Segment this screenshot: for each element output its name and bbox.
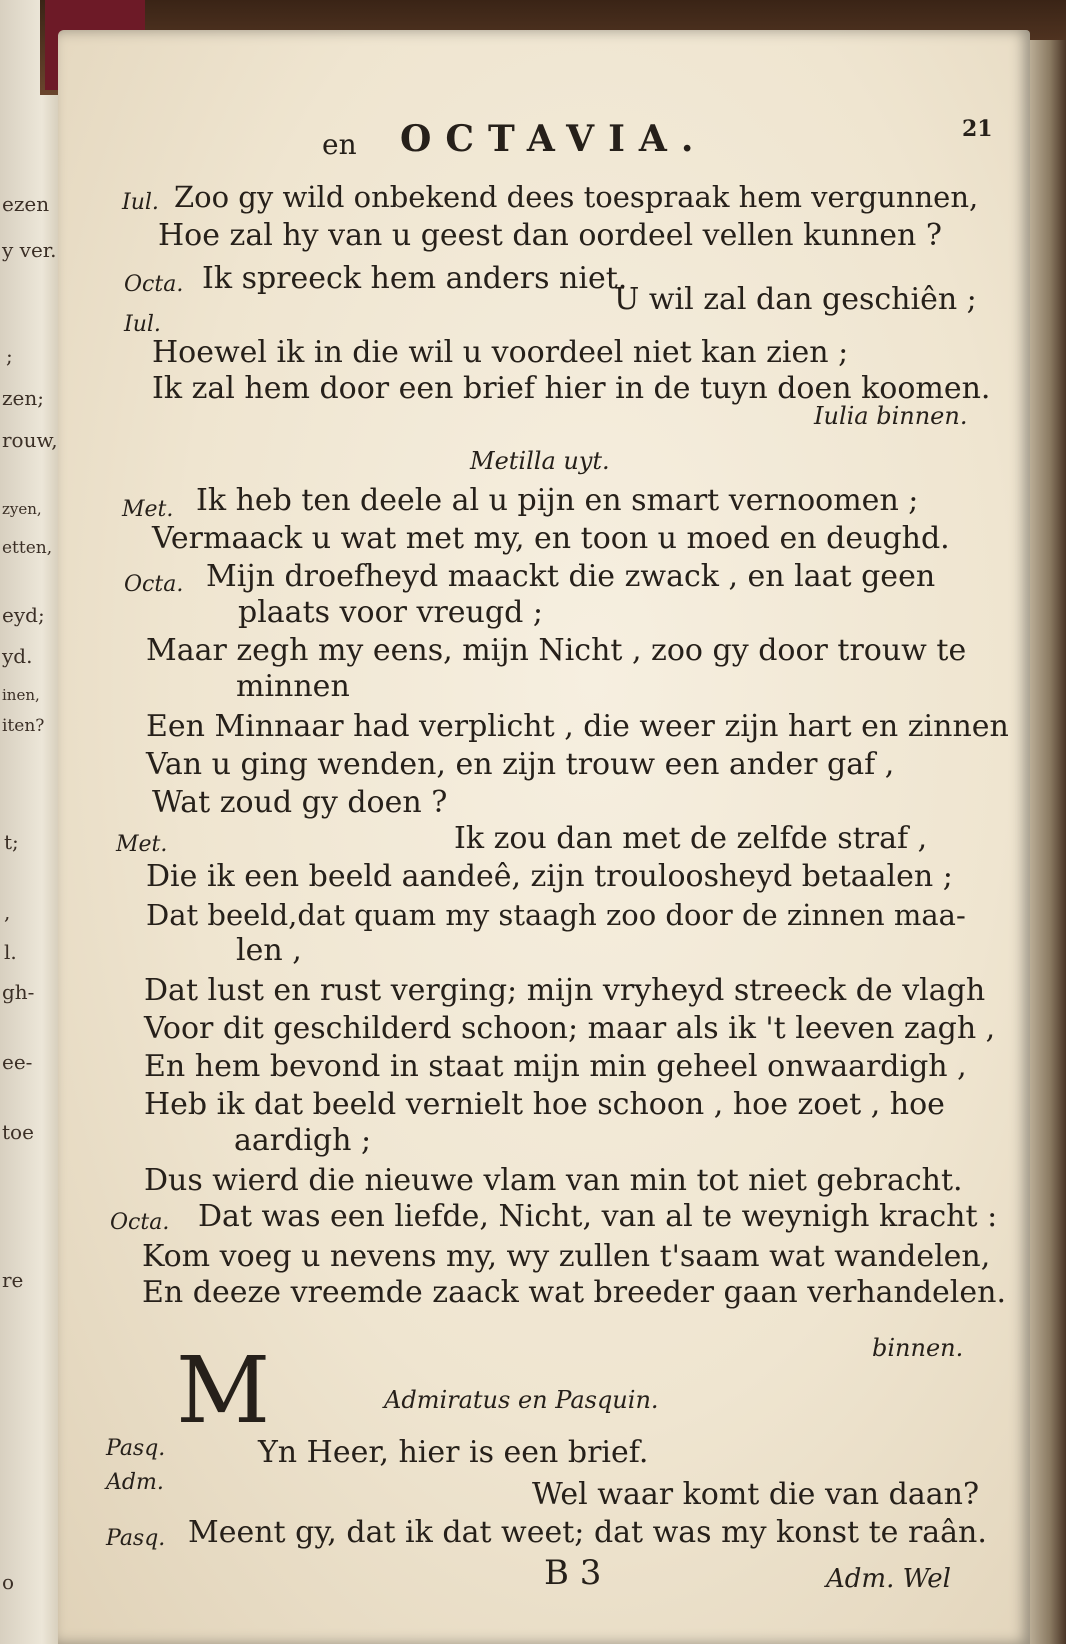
- verse-line: Van u ging wenden, en zijn trouw een ander gaf ,: [146, 747, 895, 782]
- page-stack-edge: [1026, 40, 1066, 1644]
- speaker-label: Iul.: [124, 312, 161, 337]
- stage-direction: Metilla uyt.: [470, 447, 610, 475]
- speaker-label: Octa.: [124, 272, 184, 297]
- verse-line: Hoe zal hy van u geest dan oordeel vellen kunnen ?: [158, 218, 942, 253]
- stage-direction: Admiratus en Pasquin.: [384, 1386, 659, 1414]
- speaker-label: Pasq.: [106, 1526, 166, 1551]
- bleed-text: gh-: [2, 980, 35, 1004]
- verse-line: En hem bevond in staat mijn min geheel onwaardigh ,: [144, 1049, 967, 1084]
- verse-line: Voor dit geschilderd schoon; maar als ik 't leeven zagh ,: [144, 1011, 996, 1046]
- verse-line: U wil zal dan geschiên ;: [614, 282, 977, 317]
- speaker-label: Adm.: [106, 1470, 164, 1495]
- stage-direction: binnen.: [872, 1334, 964, 1362]
- verse-line: Yn Heer, hier is een brief.: [258, 1435, 649, 1470]
- bleed-text: ezen: [2, 192, 50, 216]
- verse-line: plaats voor vreugd ;: [238, 595, 543, 630]
- speaker-label: Octa.: [124, 572, 184, 597]
- bleed-text: y ver.: [2, 238, 57, 262]
- verse-line: Heb ik dat beeld vernielt hoe schoon , hoe zoet , hoe: [144, 1087, 945, 1122]
- bleed-text: t;: [4, 830, 19, 854]
- verse-line: Dat beeld,dat quam my staagh zoo door de zinnen maa-: [146, 898, 966, 932]
- verse-line: Wel waar komt die van daan?: [532, 1477, 980, 1512]
- verse-line: Ik spreeck hem anders niet.: [202, 261, 628, 296]
- catchword: Adm. Wel: [826, 1564, 951, 1594]
- running-head-prefix: en: [322, 128, 357, 161]
- verse-line: minnen: [236, 669, 350, 704]
- verse-line: Dat was een liefde, Nicht, van al te weynigh kracht :: [198, 1199, 998, 1234]
- verse-line: Mijn droefheyd maackt die zwack , en laat geen: [206, 559, 936, 594]
- drop-cap: M: [176, 1337, 271, 1444]
- bleed-text: etten,: [2, 538, 53, 558]
- bleed-text: l.: [4, 940, 17, 964]
- verse-line: Kom voeg u nevens my, wy zullen t'saam wat wandelen,: [142, 1239, 991, 1274]
- verse-line: len ,: [236, 933, 302, 968]
- verse-line: Die ik een beeld aandeê, zijn trouloosheyd betaalen ;: [146, 859, 953, 894]
- verse-line: En deeze vreemde zaack wat breeder gaan verhandelen.: [142, 1275, 1007, 1310]
- bleed-text: zen;: [2, 386, 44, 410]
- page-number: 21: [962, 116, 993, 142]
- bleed-text: iten?: [2, 716, 45, 736]
- verse-line: Dat lust en rust verging; mijn vryheyd streeck de vlagh: [144, 973, 986, 1008]
- verse-line: Ik zal hem door een brief hier in de tuyn doen koomen.: [152, 371, 991, 406]
- verse-line: Zoo gy wild onbekend dees toespraak hem vergunnen,: [174, 180, 979, 214]
- speaker-label: Octa.: [110, 1210, 170, 1235]
- verse-line: Wat zoud gy doen ?: [152, 785, 448, 820]
- stage-direction: Iulia binnen.: [814, 402, 968, 430]
- verse-line: Dus wierd die nieuwe vlam van min tot niet gebracht.: [144, 1163, 963, 1198]
- verse-line: Een Minnaar had verplicht , die weer zijn hart en zinnen: [146, 709, 1009, 744]
- speaker-label: Pasq.: [106, 1436, 166, 1461]
- verse-line: Maar zegh my eens, mijn Nicht , zoo gy door trouw te: [146, 633, 967, 668]
- bleed-text: eyd;: [2, 603, 45, 627]
- bleed-text: rouw,: [2, 428, 58, 452]
- verse-line: Ik zou dan met de zelfde straf ,: [454, 821, 928, 856]
- bleed-text: o: [2, 1570, 15, 1594]
- verse-line: Hoewel ik in die wil u voordeel niet kan zien ;: [152, 335, 849, 370]
- bleed-text: ,: [4, 900, 11, 924]
- bleed-text: ;: [6, 344, 13, 368]
- bleed-text: inen,: [2, 686, 40, 704]
- bleed-text: re: [2, 1268, 24, 1292]
- verse-line: Vermaack u wat met my, en toon u moed en deughd.: [152, 521, 950, 556]
- speaker-label: Met.: [116, 832, 168, 857]
- verse-line: Ik heb ten deele al u pijn en smart vernoomen ;: [196, 483, 919, 518]
- bleed-text: yd.: [2, 644, 33, 668]
- signature-mark: B 3: [544, 1553, 602, 1593]
- verse-line: Meent gy, dat ik dat weet; dat was my konst te raân.: [188, 1515, 987, 1550]
- speaker-label: Met.: [122, 497, 174, 522]
- bleed-text: toe: [2, 1120, 34, 1144]
- bleed-text: zyen,: [2, 500, 42, 518]
- running-head-title: OCTAVIA.: [400, 118, 708, 160]
- bleed-text: ee-: [2, 1050, 33, 1074]
- speaker-label: Iul.: [122, 190, 159, 215]
- verse-line: aardigh ;: [234, 1123, 372, 1158]
